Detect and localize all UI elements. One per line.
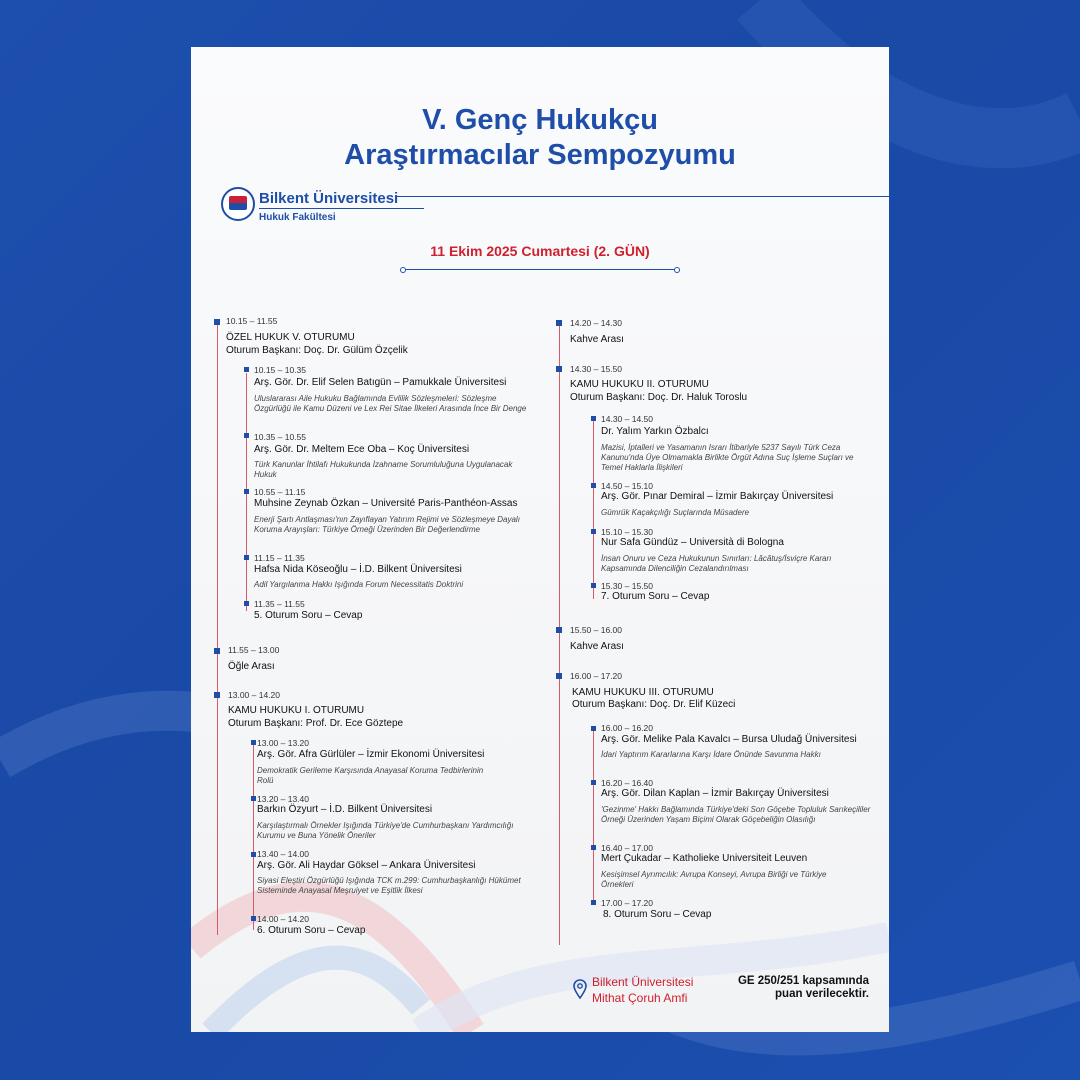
talk-time: 16.40 – 17.00 xyxy=(601,843,653,853)
talk-speaker: Mert Çukadar – Katholieke Universiteit Leuven xyxy=(601,853,808,864)
timeline-marker xyxy=(214,319,220,325)
faculty-name: Hukuk Fakültesi xyxy=(259,212,336,223)
talk-description: Adil Yargılanma Hakkı Işığında Forum Necessitatis Doktrini xyxy=(254,580,464,589)
talk-time: 10.35 – 10.55 xyxy=(254,432,306,442)
talk-time: 14.50 – 15.10 xyxy=(601,481,653,491)
timeline-marker xyxy=(591,845,596,850)
timeline-marker xyxy=(591,529,596,534)
talk-time: 14.00 – 14.20 xyxy=(257,914,309,924)
timeline-marker xyxy=(251,740,256,745)
talk-speaker: 8. Oturum Soru – Cevap xyxy=(603,909,712,920)
timeline-marker xyxy=(591,483,596,488)
event-location xyxy=(592,974,693,1006)
session-title: KAMU HUKUKU II. OTURUMU xyxy=(570,379,709,390)
session-title: KAMU HUKUKU III. OTURUMU xyxy=(572,687,714,698)
session-time: 14.30 – 15.50 xyxy=(570,364,622,374)
talk-description: Demokratik Gerileme Karşısında Anayasal Koruma Tedbirlerinin Rolü xyxy=(257,766,484,785)
talk-time: 16.00 – 16.20 xyxy=(601,723,653,733)
break-time: 15.50 – 16.00 xyxy=(570,625,622,635)
timeline-marker xyxy=(556,673,562,679)
page-title-line-1: V. Genç Hukukçu xyxy=(422,104,658,136)
timeline-right xyxy=(559,323,560,945)
talk-time: 15.10 – 15.30 xyxy=(601,527,653,537)
event-date: 11 Ekim 2025 Cumartesi (2. GÜN) xyxy=(430,243,650,259)
program-poster xyxy=(191,47,889,1032)
talk-speaker: Arş. Gör. Dr. Meltem Ece Oba – Koç Üniversitesi xyxy=(254,444,470,455)
talk-time: 16.20 – 16.40 xyxy=(601,778,653,788)
timeline-marker xyxy=(244,555,249,560)
timeline-marker xyxy=(556,320,562,326)
credit-note: GE 250/251 kapsamında puan verilecektir. xyxy=(737,975,869,1000)
date-divider xyxy=(403,269,677,270)
talk-speaker: Arş. Gör. Afra Gürlüler – İzmir Ekonomi Üniversitesi xyxy=(257,749,485,760)
talk-speaker: Hafsa Nida Köseoğlu – İ.D. Bilkent Üniversitesi xyxy=(254,564,462,575)
talk-time: 10.15 – 10.35 xyxy=(254,365,306,375)
talk-speaker: Barkın Özyurt – İ.D. Bilkent Üniversitesi xyxy=(257,804,433,815)
talk-time: 11.15 – 11.35 xyxy=(254,553,305,563)
talk-speaker: Arş. Gör. Dr. Elif Selen Batıgün – Pamukkale Üniversitesi xyxy=(254,377,507,388)
talk-time: 17.00 – 17.20 xyxy=(601,898,653,908)
talk-description: İdari Yaptırım Kararlarına Karşı İdare Önünde Savunma Hakkı xyxy=(601,750,821,759)
timeline-marker xyxy=(214,692,220,698)
talk-description: Siyasi Eleştiri Özgürlüğü Işığında TCK m.299: Cumhurbaşkanlığı Hükümet Sisteminde Anayasal Meşruiyet ve Eşitlik İlkesi xyxy=(257,876,521,895)
break-label: Öğle Arası xyxy=(228,661,275,672)
timeline-marker xyxy=(591,726,596,731)
timeline-marker xyxy=(251,916,256,921)
talk-time: 13.00 – 13.20 xyxy=(257,738,309,748)
talk-description: Gümrük Kaçakçılığı Suçlarında Müsadere xyxy=(601,508,750,517)
session-title: KAMU HUKUKU I. OTURUMU xyxy=(228,705,365,716)
break-label: Kahve Arası xyxy=(570,641,624,652)
timeline-marker xyxy=(214,648,220,654)
timeline-marker xyxy=(591,583,596,588)
session-chair: Oturum Başkanı: Doç. Dr. Elif Küzeci xyxy=(572,699,736,710)
location-line-1: Bilkent Üniversitesi xyxy=(592,975,694,989)
talk-description: Mazisi, İptalleri ve Yasamanın Israrı İtibariyle 5237 Sayılı Türk Ceza Kanunu'nda Üye Olmamakla Birlikte Örgüt Adına Suç İşleme Suçları ve Temel Haklarla İlişkileri xyxy=(601,443,854,472)
talk-speaker: 5. Oturum Soru – Cevap xyxy=(254,610,363,621)
session-chair: Oturum Başkanı: Doç. Dr. Haluk Toroslu xyxy=(570,392,748,403)
talk-speaker: Muhsine Zeynab Özkan – Université Paris-Panthéon-Assas xyxy=(254,498,518,509)
talk-description: Kesişimsel Ayrımcılık: Avrupa Konseyi, Avrupa Birliği ve Türkiye Örnekleri xyxy=(601,870,827,889)
talk-speaker: Nur Safa Gündüz – Università di Bologna xyxy=(601,537,784,548)
page-title-line-2: Araştırmacılar Sempozyumu xyxy=(344,139,736,171)
timeline-marker xyxy=(244,433,249,438)
timeline-marker xyxy=(591,900,596,905)
talk-description: Karşılaştırmalı Örnekler Işığında Türkiye'de Cumhurbaşkanı Yardımcılığı Kurumu ve Buna Yönelik Öneriler xyxy=(257,821,514,840)
timeline-right-sub-2 xyxy=(593,730,594,902)
break-time: 11.55 – 13.00 xyxy=(228,645,280,655)
talk-speaker: 6. Oturum Soru – Cevap xyxy=(257,925,366,936)
timeline-marker xyxy=(556,627,562,633)
talk-description: 'Gezinme' Hakkı Bağlamında Türkiye'deki Son Göçebe Topluluk Sarıkeçililer Örneği Üzerinden Yaşam Biçimi Olarak Göçebeliğin Olasılığı xyxy=(601,805,871,824)
session-chair: Oturum Başkanı: Doç. Dr. Gülüm Özçelik xyxy=(226,345,408,356)
map-pin-icon xyxy=(573,979,587,999)
talk-speaker: Arş. Gör. Dilan Kaplan – İzmir Bakırçay Üniversitesi xyxy=(601,788,829,799)
timeline-marker xyxy=(244,601,249,606)
talk-time: 15.30 – 15.50 xyxy=(601,581,653,591)
talk-time: 14.30 – 14.50 xyxy=(601,414,653,424)
session-time: 13.00 – 14.20 xyxy=(228,690,280,700)
session-chair: Oturum Başkanı: Prof. Dr. Ece Göztepe xyxy=(228,718,404,729)
break-label: Kahve Arası xyxy=(570,334,624,345)
session-time: 10.15 – 11.55 xyxy=(226,316,278,326)
talk-description: Türk Kanunlar İhtilafı Hukukunda İzahname Sorumluluğuna Uygulanacak Hukuk xyxy=(254,460,513,479)
talk-speaker: Arş. Gör. Pınar Demiral – İzmir Bakırçay Üniversitesi xyxy=(601,491,834,502)
talk-time: 11.35 – 11.55 xyxy=(254,599,305,609)
talk-speaker: 7. Oturum Soru – Cevap xyxy=(601,591,710,602)
talk-speaker: Arş. Gör. Melike Pala Kavalcı – Bursa Uludağ Üniversitesi xyxy=(601,734,857,745)
talk-time: 13.40 – 14.00 xyxy=(257,849,309,859)
talk-description: Uluslararası Aile Hukuku Bağlamında Evlilik Sözleşmeleri: Sözleşme Özgürlüğü ile Kamu Düzeni ve Lex Rei Sitae İlkeleri Arasında İnce Bir Denge xyxy=(254,394,527,413)
session-title: ÖZEL HUKUK V. OTURUMU xyxy=(226,332,355,343)
talk-description: Enerji Şartı Antlaşması'nın Zayıflayan Yatırım Rejimi ve Sözleşmeye Dayalı Koruma Arayışları: Türkiye Örneği Üzerinden Bir Değerlendirme xyxy=(254,515,520,534)
location-line-2: Mithat Çoruh Amfi xyxy=(592,991,688,1005)
break-time: 14.20 – 14.30 xyxy=(570,318,622,328)
talk-time: 10.55 – 11.15 xyxy=(254,487,306,497)
header-divider xyxy=(396,196,889,197)
talk-time: 13.20 – 13.40 xyxy=(257,794,309,804)
university-name: Bilkent Üniversitesi xyxy=(259,190,399,207)
timeline-left xyxy=(217,323,218,935)
timeline-marker xyxy=(591,416,596,421)
timeline-marker xyxy=(251,852,256,857)
timeline-left-sub-2 xyxy=(253,742,254,930)
timeline-right-sub-1 xyxy=(593,419,594,599)
timeline-marker xyxy=(244,489,249,494)
timeline-marker xyxy=(244,367,249,372)
university-seal-icon xyxy=(221,187,255,221)
talk-speaker: Arş. Gör. Ali Haydar Göksel – Ankara Üniversitesi xyxy=(257,860,476,871)
timeline-marker xyxy=(556,366,562,372)
talk-speaker: Dr. Yalım Yarkın Özbalcı xyxy=(601,426,709,437)
timeline-marker xyxy=(591,780,596,785)
session-time: 16.00 – 17.20 xyxy=(570,671,622,681)
timeline-marker xyxy=(251,796,256,801)
talk-description: İnsan Onuru ve Ceza Hukukunun Sınırları: Lăcătuş/İsviçre Kararı Kapsamında Dilenciliğin Cezalandırılması xyxy=(601,554,832,573)
